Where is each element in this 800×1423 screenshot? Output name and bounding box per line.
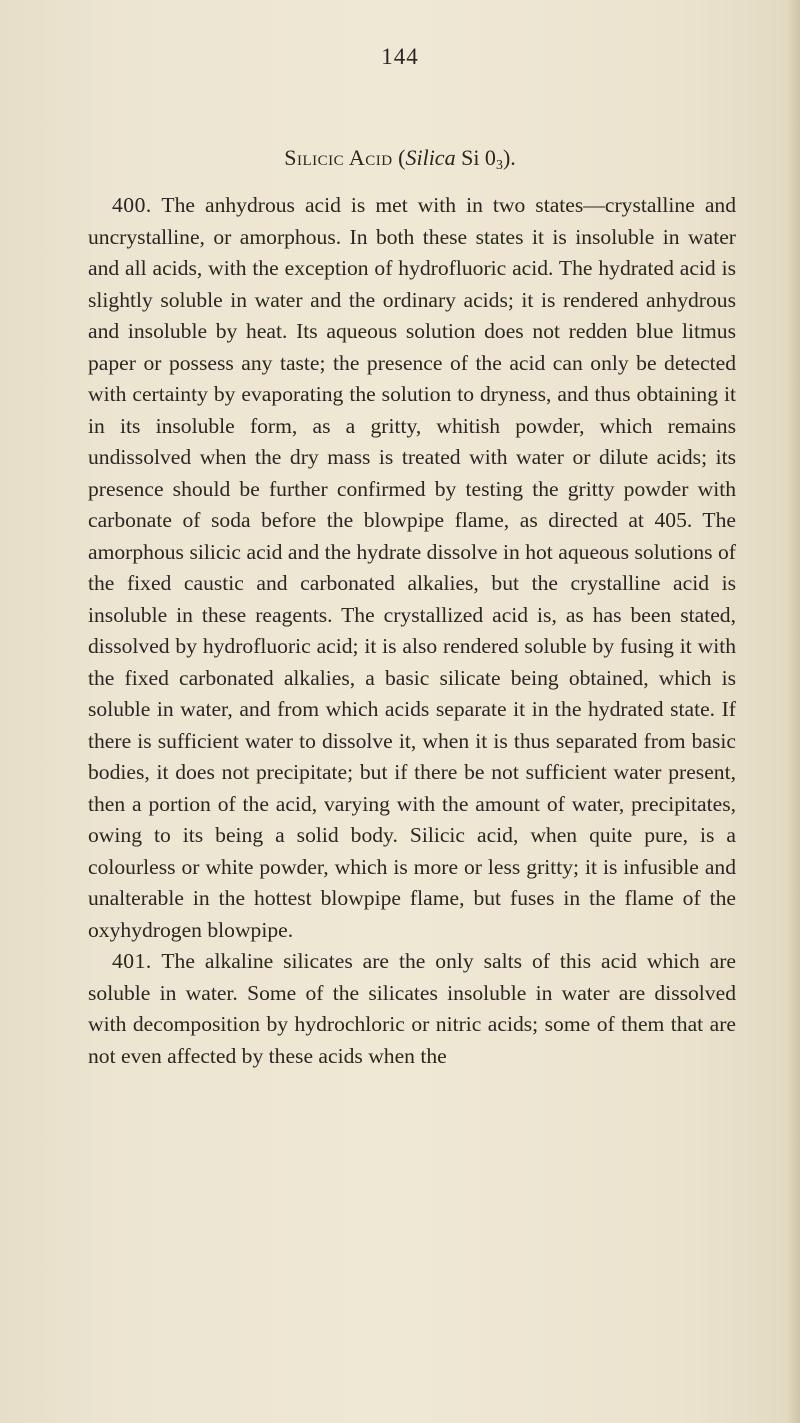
heading-open-paren: ( xyxy=(392,145,406,170)
heading-formula: Si 0 xyxy=(455,145,496,170)
paragraph-number: 401. xyxy=(112,949,152,973)
paragraph-text: The anhydrous acid is met with in two states—crystalline and uncrystalline, or amorphous. In both these states it is insoluble in water and all acids, with the exception of hydrofluoric acid. The hydrated acid is slightly soluble in water and the ordinary acids; it is rendered anhydrous and insoluble by heat. Its aqueous solution does not redden blue litmus paper or possess any taste; the presence of the acid can only be detected with certainty by evaporating the solution to dryness, and thus obtaining it in its insoluble form, as a gritty, whitish powder, which remains undissolved when the dry mass is treated with water or dilute acids; its presence should be further confirmed by testing the gritty powder with carbonate of soda before the blowpipe flame, as directed at 405. The amorphous silicic acid and the hydrate dissolve in hot aqueous solutions of the fixed caustic and carbonated alkalies, but the crystalline acid is insoluble in these reagents. The crystallized acid is, as has been stated, dissolved by hydrofluoric acid; it is also rendered soluble by fusing it with the fixed carbonated alkalies, a basic silicate being obtained, which is soluble in water, and from which acids separate it in the hydrated state. If there is sufficient water to dissolve it, when it is thus separated from basic bodies, it does not precipitate; but if there be not sufficient water present, then a portion of the acid, varying with the amount of water, precipitates, owing to its being a solid body. Silicic acid, when quite pure, is a colourless or white powder, which is more or less gritty; it is infusible and unalterable in the hottest blowpipe flame, but fuses in the flame of the oxyhydrogen blowpipe. xyxy=(88,193,736,942)
body-text xyxy=(88,190,736,1072)
heading-italic-name: Silica xyxy=(405,145,456,170)
paragraph-number: 400. xyxy=(112,193,152,217)
paragraph-400 xyxy=(88,190,736,946)
section-heading xyxy=(0,145,800,171)
heading-formula-subscript: 3 xyxy=(495,158,503,173)
heading-title: Silicic Acid xyxy=(284,145,393,170)
heading-close-paren: ). xyxy=(502,145,516,170)
page-number: 144 xyxy=(381,44,419,69)
paragraph-401 xyxy=(88,946,736,1072)
paragraph-text: The alkaline silicates are the only salts of this acid which are soluble in water. Some of the silicates insoluble in water are dissolved with decomposition by hydrochloric or nitric acids; some of them that are not even affected by these acids when the xyxy=(88,949,736,1068)
page-edge-shadow xyxy=(786,0,800,1423)
